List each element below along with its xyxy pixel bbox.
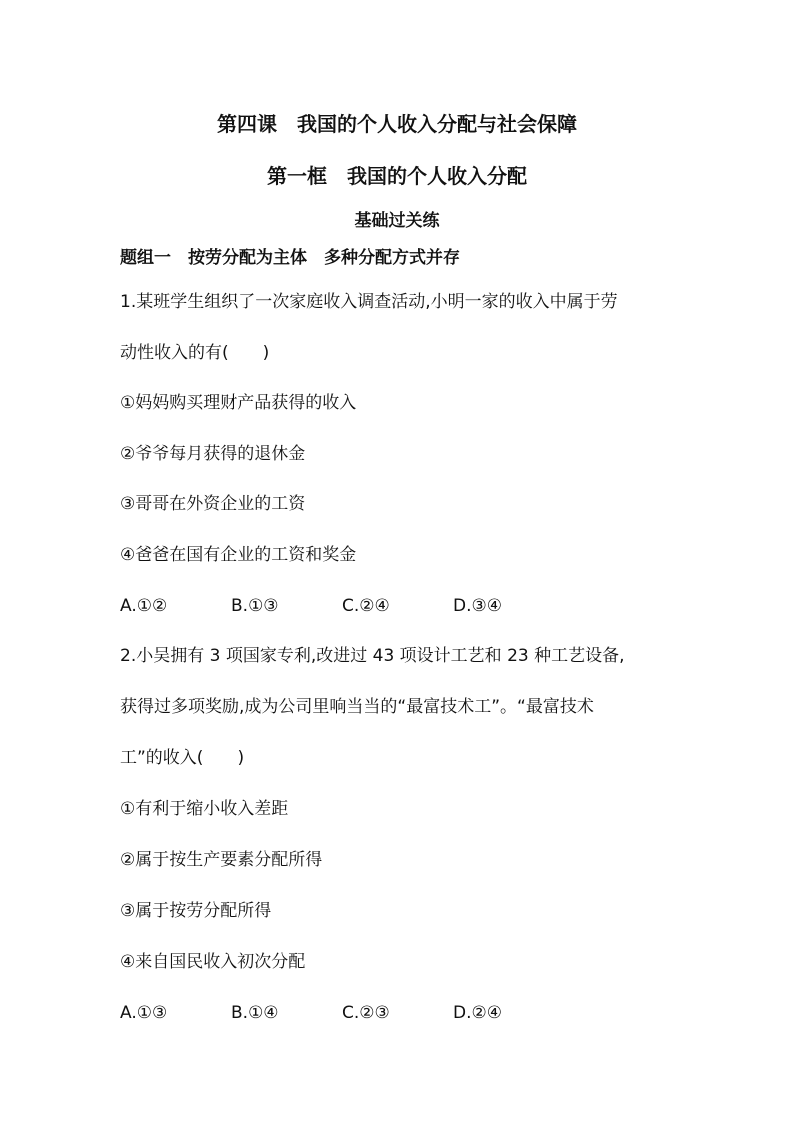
question-2-option-b: B.①④: [231, 1003, 279, 1023]
question-1-statement-3: ③哥哥在外资企业的工资: [120, 494, 306, 514]
question-1-option-b: B.①③: [231, 596, 279, 616]
question-1-statement-4: ④爸爸在国有企业的工资和奖金: [120, 545, 357, 565]
question-2-statement-3: ③属于按劳分配所得: [120, 901, 272, 921]
question-2-options: [120, 1001, 564, 1025]
question-2-statement-1: ①有利于缩小收入差距: [120, 799, 289, 819]
section-title: 第一框 我国的个人收入分配: [267, 164, 527, 188]
question-2-stem-line-1: 2.小吴拥有 3 项国家专利,改进过 43 项设计工艺和 23 种工艺设备,: [120, 646, 625, 666]
question-1-option-a: A.①②: [120, 596, 168, 616]
question-2-option-a: A.①③: [120, 1003, 168, 1023]
question-1-option-c: C.②④: [342, 596, 390, 616]
question-2-statement-4: ④来自国民收入初次分配: [120, 952, 306, 972]
question-1-options: [120, 594, 564, 618]
question-group-title: 题组一 按劳分配为主体 多种分配方式并存: [120, 248, 460, 268]
question-2-stem-line-2: 获得过多项奖励,成为公司里响当当的“最富技术工”。“最富技术: [120, 697, 594, 717]
subsection-title: 基础过关练: [354, 211, 440, 231]
question-1-statement-2: ②爷爷每月获得的退休金: [120, 444, 306, 464]
lesson-title: 第四课 我国的个人收入分配与社会保障: [217, 112, 577, 136]
question-1-stem-line-1: 1.某班学生组织了一次家庭收入调查活动,小明一家的收入中属于劳: [120, 292, 618, 312]
question-2-statement-2: ②属于按生产要素分配所得: [120, 850, 323, 870]
question-1-stem-line-2: 动性收入的有( ): [120, 343, 270, 363]
question-1-statement-1: ①妈妈购买理财产品获得的收入: [120, 393, 357, 413]
question-2-option-d: D.②④: [453, 1003, 502, 1023]
question-2-stem-line-3: 工”的收入( ): [120, 748, 245, 768]
question-2-option-c: C.②③: [342, 1003, 390, 1023]
question-1-option-d: D.③④: [453, 596, 502, 616]
